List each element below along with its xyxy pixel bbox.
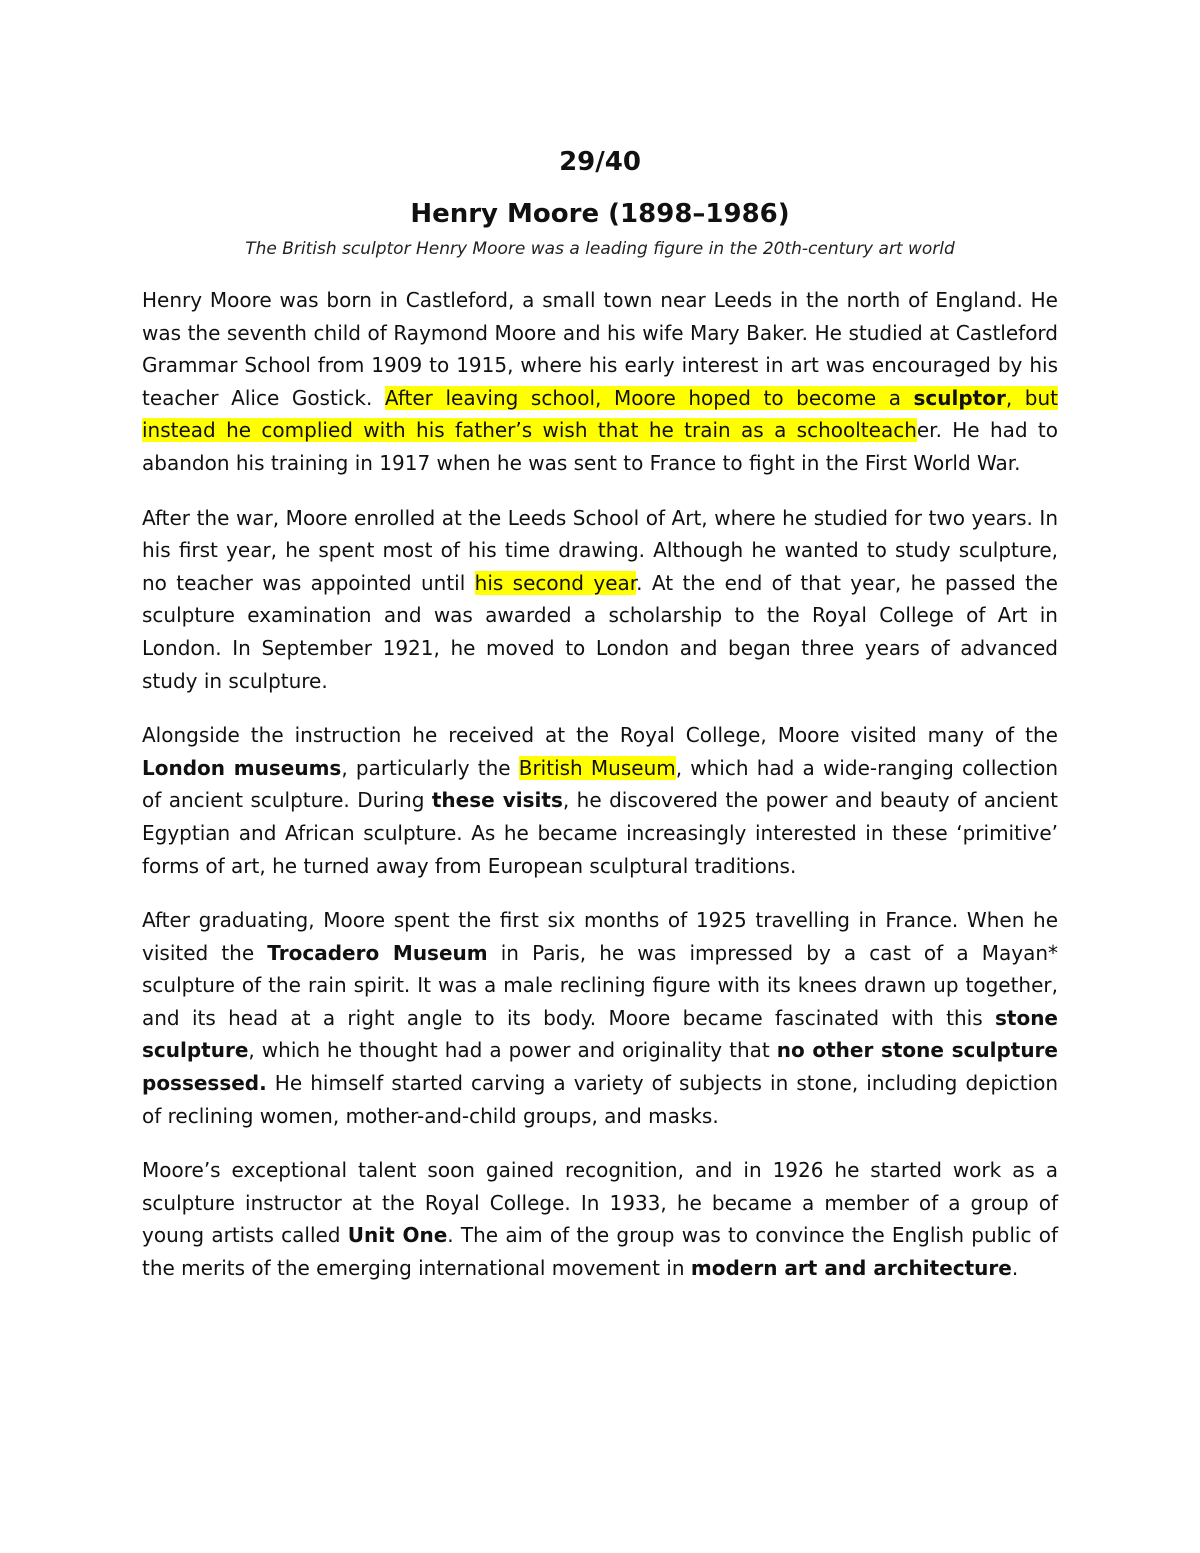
text-run: , which had a wide-ranging collection of ancient sculpture. During — [142, 755, 1058, 813]
text-run: Henry Moore was born in Castleford, a small town near Leeds in the north of England. He was the seventh child of Raymond Moore and his wife Mary Baker. He studied at Castleford Grammar School from 1909 to 1915, where his early interest in art was encouraged by his teacher Alice Gostick. — [142, 288, 1058, 410]
text-run: , which he thought had a power and originality that — [248, 1038, 777, 1063]
bold-text: modern art and architecture — [690, 1256, 1012, 1281]
text-run: He himself started carving a variety of subjects in stone, including depiction of reclining women, mother-and-child groups, and masks. — [142, 1071, 1058, 1128]
bold-text: stone sculpture — [142, 1005, 1058, 1063]
text-run: , particularly the — [341, 755, 519, 780]
text-run: . At the end of that year, he passed the sculpture examination and was awarded a scholarship to the Royal College of Art in London. In September 1921, he moved to London and began three years of advanced study in sculpture. — [142, 570, 1058, 693]
highlighted-text: his second year — [474, 570, 637, 595]
text-run: Moore’s exceptional talent soon gained recognition, and in 1926 he started work as a sculpture instructor at the Royal College. In 1933, he became a member of a group of young artists called — [142, 1158, 1058, 1248]
bold-text: these visits — [431, 788, 563, 813]
text-run: . — [1011, 1256, 1019, 1281]
text-run: . The aim of the group was to convince the English public of the merits of the emerging international movement in — [142, 1223, 1058, 1281]
text-run: After graduating, Moore spent the first six months of 1925 travelling in France. When he visited the — [142, 908, 1058, 965]
score-heading: 29/40 — [559, 147, 641, 177]
text-run: After the war, Moore enrolled at the Leeds School of Art, where he studied for two years. In his first year, he spent most of his time drawing. Although he wanted to study sculpture, no teacher was appointed until — [142, 505, 1058, 595]
text-run: Alongside the instruction he received at the Royal College, Moore visited many of the — [142, 723, 1058, 748]
document-page — [142, 140, 1058, 1285]
bold-text: London museums — [142, 755, 342, 780]
paragraph-recognition — [142, 1154, 1058, 1284]
bold-text: Unit One — [347, 1223, 448, 1248]
paragraph-leeds-school — [142, 502, 1058, 698]
bold-text: Trocadero Museum — [267, 940, 488, 965]
paragraph-early-life — [142, 284, 1058, 480]
highlighted-text: British Museum — [518, 755, 676, 780]
page-title: Henry Moore (1898–1986) — [410, 199, 790, 229]
bold-text: no other stone sculpture possessed. — [142, 1038, 1058, 1096]
highlighted-text: , but instead he complied with his father’s wish that he train as a schoolteach — [142, 385, 1058, 443]
page-subtitle: The British sculptor Henry Moore was a leading figure in the 20th-century art world — [245, 239, 955, 259]
text-run: in Paris, he was impressed by a cast of a Mayan* sculpture of the rain spirit. It was a male reclining figure with its knees drawn up together, and its head at a right angle to its body. Moore became fascinated with this — [142, 940, 1058, 1030]
highlighted-text: After leaving school, Moore hoped to become a — [384, 385, 914, 410]
paragraph-france-travels — [142, 904, 1058, 1132]
paragraph-london-museums — [142, 719, 1058, 882]
text-run: er. He had to abandon his training in 1917 when he was sent to France to fight in the First World War. — [142, 418, 1059, 475]
bold-highlighted-text: sculptor — [913, 385, 1006, 410]
text-run: , he discovered the power and beauty of ancient Egyptian and African sculpture. As he became increasingly interested in these ‘primitive’ forms of art, he turned away from European sculptural traditions. — [142, 788, 1059, 878]
